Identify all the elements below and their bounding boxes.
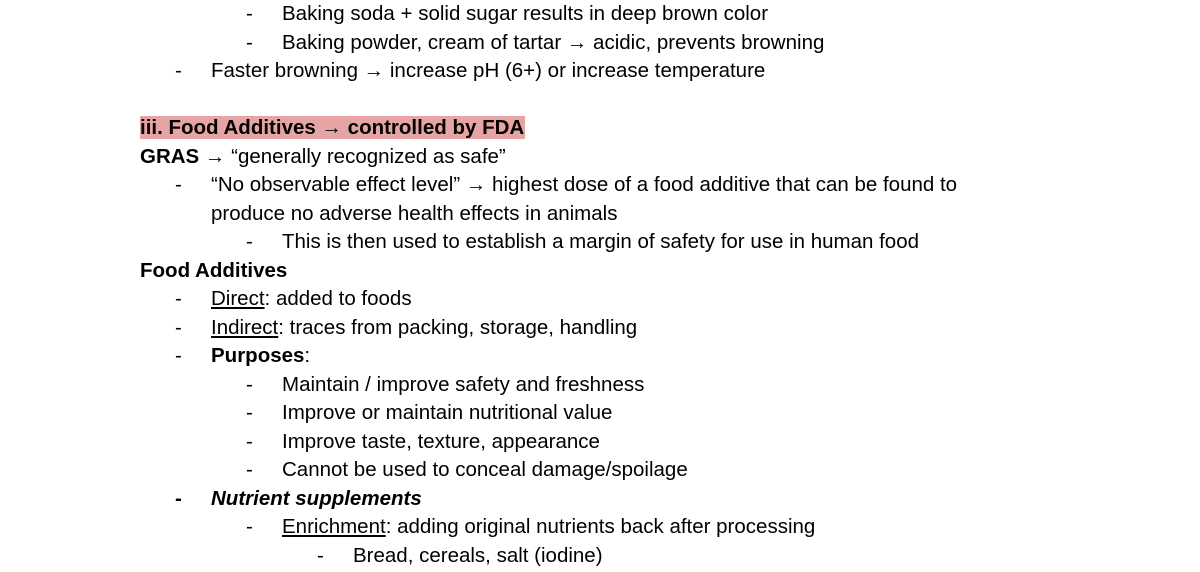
note-line-purpose-safety: Maintain / improve safety and freshness xyxy=(282,373,645,396)
note-line-baking-powder: Baking powder, cream of tartar → acidic, prevents browning xyxy=(282,31,825,54)
note-line-noel-continued: produce no adverse health effects in animals xyxy=(211,202,618,225)
note-line-indirect xyxy=(211,316,637,340)
term-enrichment: Enrichment xyxy=(282,515,386,538)
definition-enrichment: : adding original nutrients back after processing xyxy=(385,515,816,538)
note-line-margin-of-safety: This is then used to establish a margin of safety for use in human food xyxy=(282,230,919,253)
note-line-baking-soda: Baking soda + solid sugar results in deep brown color xyxy=(282,2,769,25)
note-line-purposes xyxy=(211,344,310,368)
bullet-dash: - xyxy=(246,401,253,424)
note-line-enrichment xyxy=(282,515,815,539)
definition-indirect: : traces from packing, storage, handling xyxy=(278,316,638,339)
bullet-dash: - xyxy=(175,344,182,367)
note-line-purpose-conceal: Cannot be used to conceal damage/spoilage xyxy=(282,458,688,481)
bullet-dash: - xyxy=(175,316,182,339)
bullet-dash: - xyxy=(175,59,182,82)
note-line-noel: “No observable effect level” → highest dose of a food additive that can be found to xyxy=(211,173,958,196)
term-purposes: Purposes xyxy=(211,344,305,367)
bullet-dash: - xyxy=(175,173,182,196)
note-line-purpose-taste: Improve taste, texture, appearance xyxy=(282,430,600,453)
gras-term: GRAS xyxy=(140,145,200,168)
definition-direct: : added to foods xyxy=(264,287,412,310)
note-line-faster-browning: Faster browning → increase pH (6+) or increase temperature xyxy=(211,59,766,82)
highlighted-heading-text: iii. Food Additives → controlled by FDA xyxy=(140,116,525,139)
bullet-dash: - xyxy=(246,458,253,481)
section-heading-food-additives xyxy=(140,116,525,140)
purposes-colon: : xyxy=(304,344,311,367)
bullet-dash: - xyxy=(175,287,182,310)
gras-meaning: → “generally recognized as safe” xyxy=(199,145,506,168)
bullet-dash: - xyxy=(175,487,182,510)
subheading-food-additives: Food Additives xyxy=(140,259,288,282)
bullet-dash: - xyxy=(246,430,253,453)
note-line-bread-cereals: Bread, cereals, salt (iodine) xyxy=(353,544,603,567)
bullet-dash: - xyxy=(246,230,253,253)
term-direct: Direct xyxy=(211,287,265,310)
note-line-purpose-nutrition: Improve or maintain nutritional value xyxy=(282,401,613,424)
gras-definition xyxy=(140,145,506,169)
bullet-dash: - xyxy=(246,31,253,54)
note-line-direct xyxy=(211,287,412,311)
bullet-dash: - xyxy=(246,373,253,396)
bullet-dash: - xyxy=(317,544,324,567)
note-line-nutrient-supplements: Nutrient supplements xyxy=(211,487,422,510)
term-indirect: Indirect xyxy=(211,316,279,339)
bullet-dash: - xyxy=(246,515,253,538)
bullet-dash: - xyxy=(246,2,253,25)
